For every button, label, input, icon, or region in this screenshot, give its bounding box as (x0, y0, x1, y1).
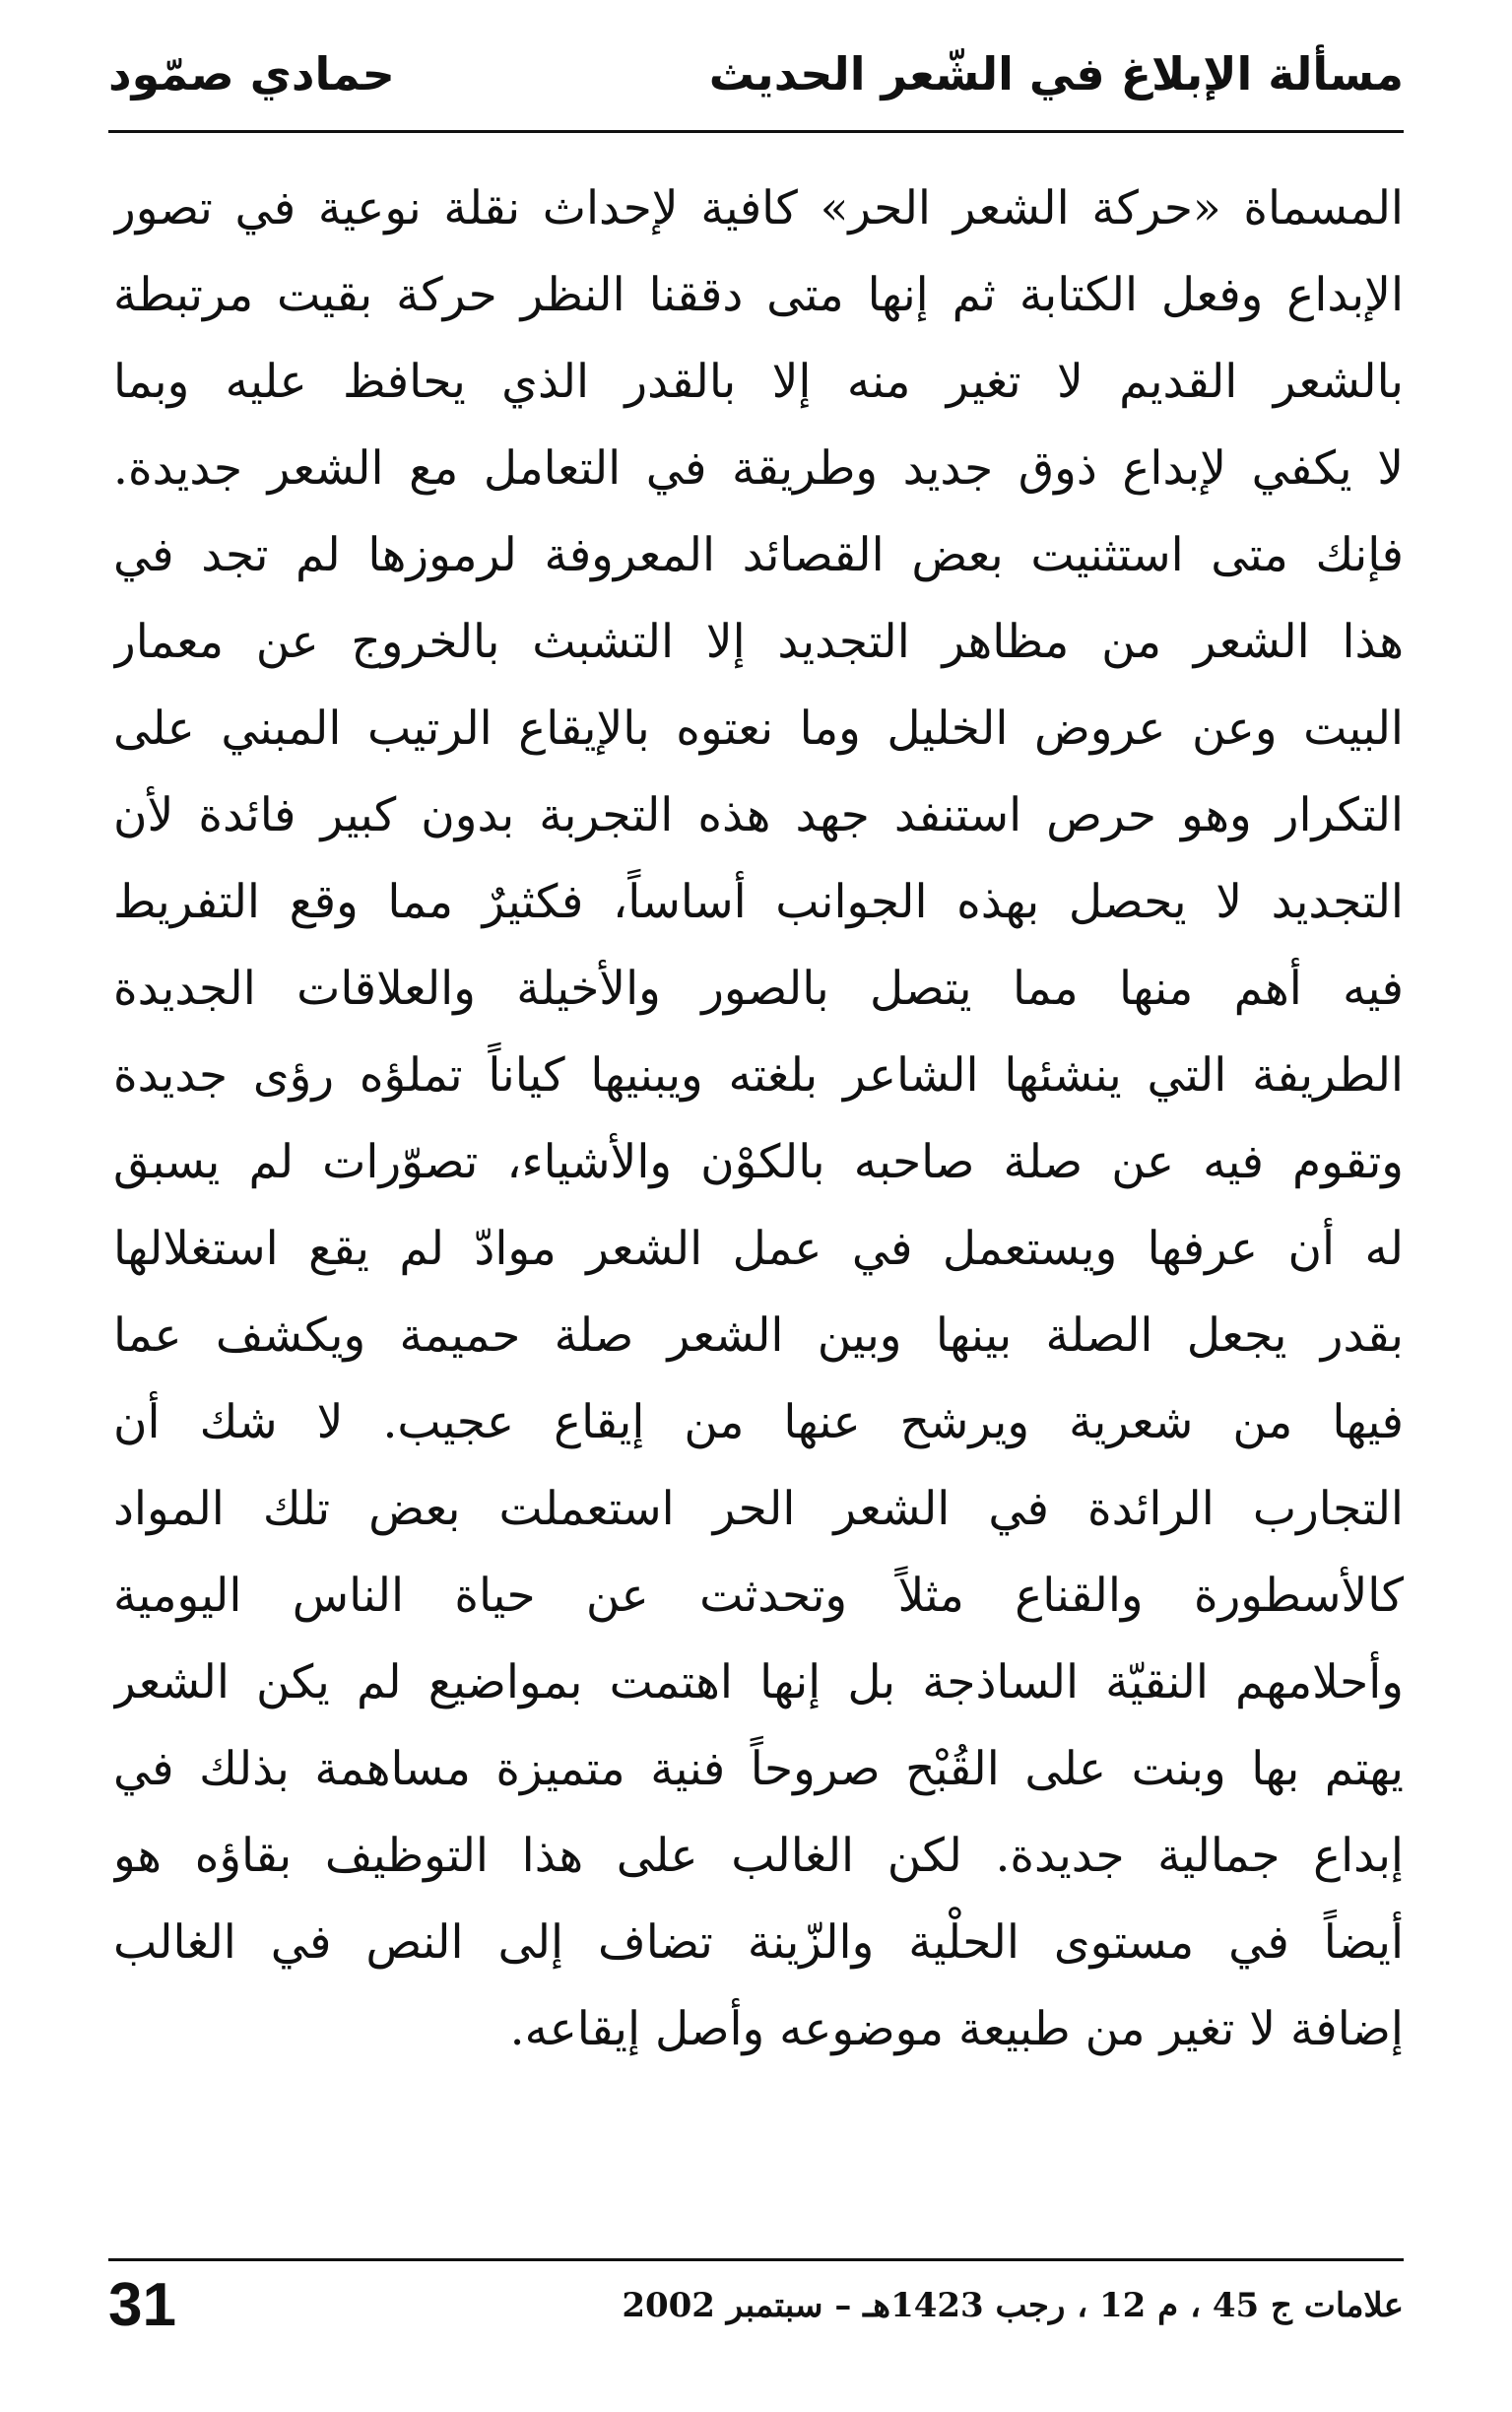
body-text (113, 166, 1404, 2073)
text-line: لا يكفي لإبداع ذوق جديد وطريقة في التعامل مع الشعر جديدة. (113, 441, 1404, 496)
text-line: فإنك متى استثنيت بعض القصائد المعروفة لرموزها لم تجد في (113, 528, 1404, 582)
text-line: أيضاً في مستوى الحلْية والزّينة تضاف إلى النص في الغالب (113, 1915, 1404, 1970)
text-line: البيت وعن عروض الخليل وما نعتوه بالإيقاع الرتيب المبني على (113, 702, 1404, 756)
footer-divider (108, 2258, 1404, 2261)
text-line: المسماة «حركة الشعر الحر» كافية لإحداث نقلة نوعية في تصور (113, 181, 1404, 235)
text-line: إضافة لا تغير من طبيعة موضوعه وأصل إيقاعه. (509, 2002, 1404, 2056)
text-line: إبداع جمالية جديدة. لكن الغالب على هذا التوظيف بقاؤه هو (113, 1829, 1404, 1883)
text-line: التكرار وهو حرص استنفد جهد هذه التجربة بدون كبير فائدة لأن (113, 788, 1404, 842)
text-line: كالأسطورة والقناع مثلاً وتحدثت عن حياة الناس اليومية (113, 1569, 1404, 1623)
running-header (108, 30, 1404, 118)
text-line: بالشعر القديم لا تغير منه إلا بالقدر الذي يحافظ عليه وبما (113, 355, 1404, 409)
running-author: حمادي صمّود (108, 47, 395, 100)
text-line: فيها من شعرية ويرشح عنها من إيقاع عجيب. لا شك أن (113, 1395, 1404, 1449)
journal-citation: علامات ج 45 ، م 12 ، رجب 1423هـ – سبتمبر 2002 (622, 2286, 1404, 2325)
text-line: التجارب الرائدة في الشعر الحر استعملت بعض تلك المواد (113, 1482, 1404, 1536)
text-line: فيه أهم منها مما يتصل بالصور والأخيلة والعلاقات الجديدة (113, 962, 1404, 1016)
text-line: الطريفة التي ينشئها الشاعر بلغته ويبنيها كياناً تملؤه رؤى جديدة (113, 1048, 1404, 1103)
text-line: له أن عرفها ويستعمل في عمل الشعر موادّ لم يقع استغلالها (113, 1222, 1404, 1276)
text-line: الإبداع وفعل الكتابة ثم إنها متى دققنا النظر حركة بقيت مرتبطة (113, 268, 1404, 322)
text-line: بقدر يجعل الصلة بينها وبين الشعر صلة حميمة ويكشف عما (113, 1308, 1404, 1363)
page-number: 31 (108, 2271, 176, 2339)
text-line: هذا الشعر من مظاهر التجديد إلا التشبث بالخروج عن معمار (113, 615, 1404, 669)
header-divider (108, 130, 1404, 133)
text-line: وتقوم فيه عن صلة صاحبه بالكوْن والأشياء، تصوّرات لم يسبق (113, 1135, 1404, 1189)
page-footer (108, 2266, 1404, 2355)
text-line: وأحلامهم النقيّة الساذجة بل إنها اهتمت بمواضيع لم يكن الشعر (113, 1655, 1404, 1709)
text-line: التجديد لا يحصل بهذه الجوانب أساساً، فكثيرٌ مما وقع التفريط (113, 875, 1404, 929)
text-line: يهتم بها وبنت على القُبْح صروحاً فنية متميزة مساهمة بذلك في (113, 1742, 1404, 1796)
running-title: مسألة الإبلاغ في الشّعر الحديث (708, 47, 1404, 100)
